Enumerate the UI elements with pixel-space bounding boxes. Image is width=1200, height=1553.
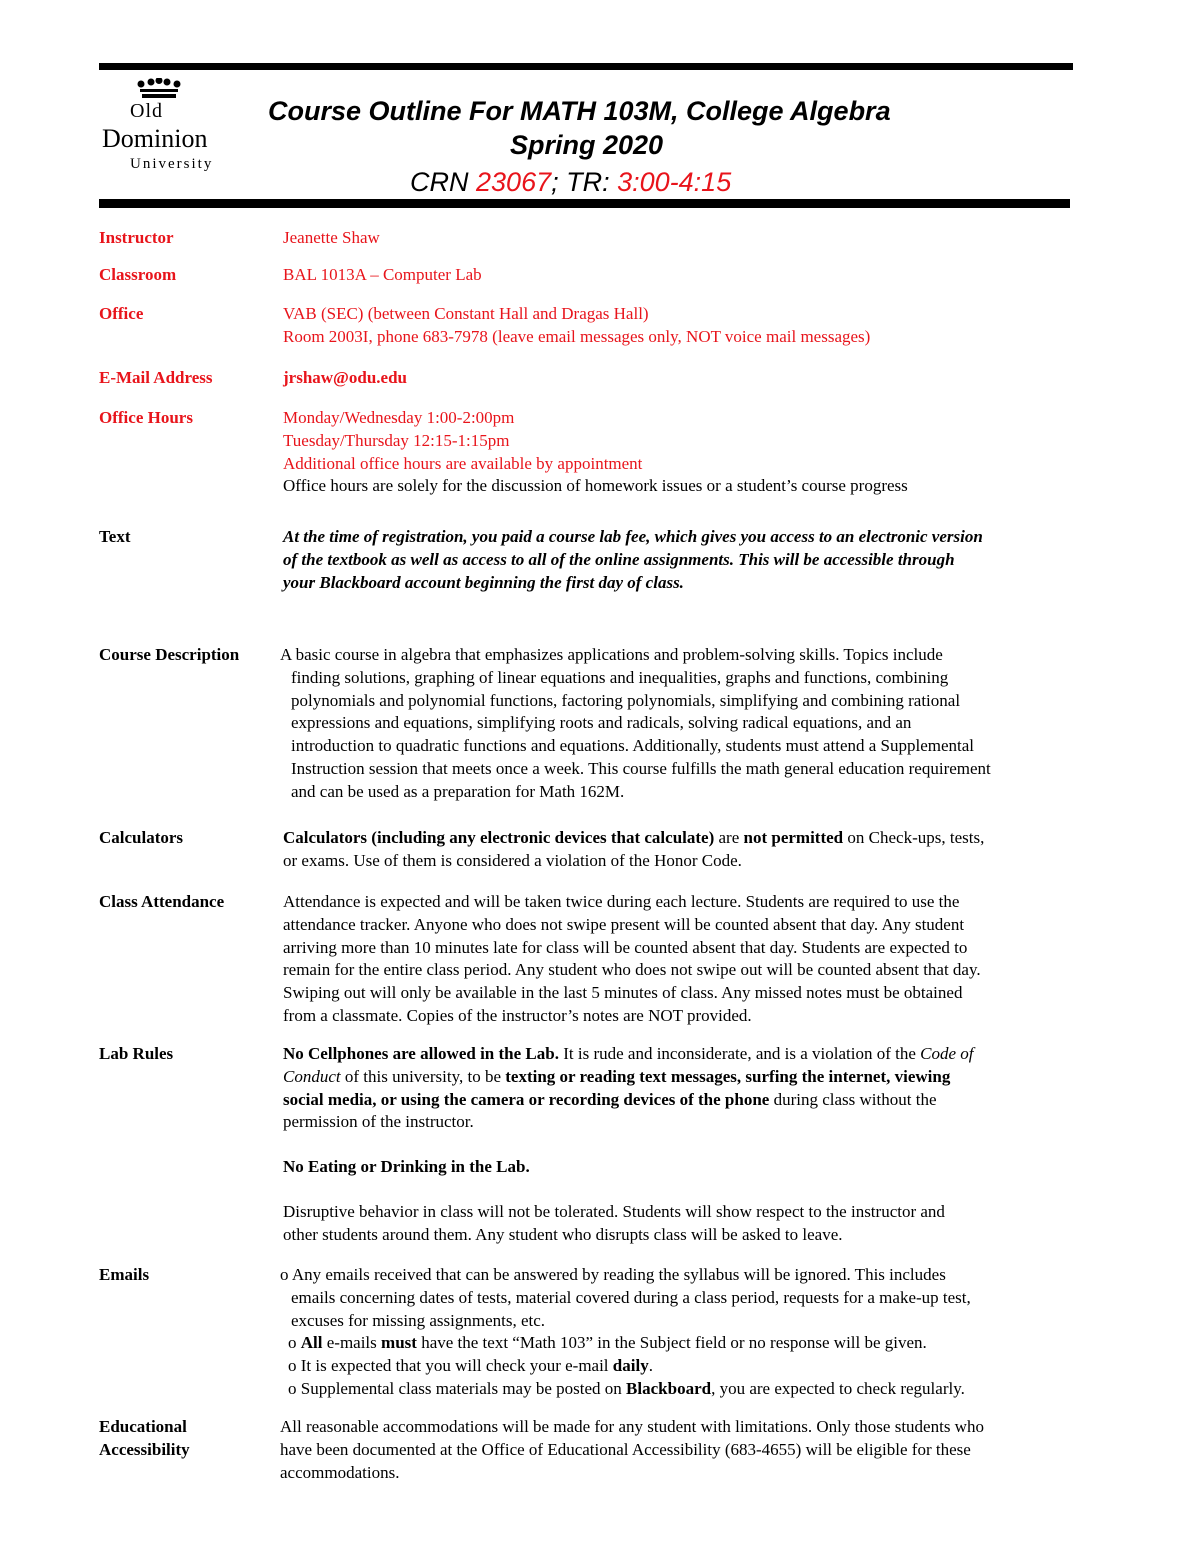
accessibility-label-line: Accessibility bbox=[99, 1439, 190, 1459]
attendance-line: remain for the entire class period. Any student who does not swipe out will be counted absent that day. bbox=[283, 960, 981, 980]
email-rule bbox=[280, 1378, 1100, 1401]
bullet-icon: o bbox=[288, 1356, 297, 1376]
time-value: 3:00-4:15 bbox=[617, 167, 732, 197]
calculators-text: on Check-ups, tests, bbox=[843, 828, 985, 847]
office-line: Room 2003I, phone 683-7978 (leave email messages only, NOT voice mail messages) bbox=[283, 326, 871, 346]
hours-line: Monday/Wednesday 1:00-2:00pm bbox=[283, 408, 515, 427]
classroom-label: Classroom bbox=[99, 265, 177, 284]
description-line: finding solutions, graphing of linear equations and inequalities, graphs and functions, combining bbox=[291, 667, 949, 687]
crn-line bbox=[410, 167, 1150, 198]
hours-line: Office hours are solely for the discussion of homework issues or a student’s course progress bbox=[283, 476, 908, 496]
email-rule-line: excuses for missing assignments, etc. bbox=[291, 1310, 546, 1330]
email-rule-text: . bbox=[648, 1356, 653, 1376]
bullet-icon: o bbox=[288, 1378, 297, 1398]
email-rule bbox=[280, 1355, 1100, 1378]
lab-rules-value bbox=[283, 1043, 1103, 1247]
email-rule-text: have the text “Math 103” in the Subject field or no response will be given. bbox=[416, 1333, 927, 1353]
email-rule-bold: All bbox=[300, 1333, 323, 1353]
lab-rules-line: permission of the instructor. bbox=[283, 1112, 474, 1132]
calculators-value bbox=[283, 827, 1103, 873]
office-hours-label: Office Hours bbox=[99, 408, 193, 427]
email-rule-line: emails concerning dates of tests, material covered during a class period, requests for a make-up test, bbox=[291, 1287, 971, 1307]
office-line: VAB (SEC) (between Constant Hall and Dragas Hall) bbox=[283, 304, 649, 323]
email-rule-bold: daily bbox=[612, 1356, 649, 1376]
lab-rules-line: Disruptive behavior in class will not be tolerated. Students will show respect to the instructor and bbox=[283, 1201, 945, 1221]
instructor-label: Instructor bbox=[99, 228, 174, 247]
email-label: E-Mail Address bbox=[99, 368, 213, 387]
code-of-conduct: Code of bbox=[920, 1044, 974, 1063]
term-title: Spring 2020 bbox=[510, 130, 664, 160]
accessibility-line: accommodations. bbox=[280, 1462, 400, 1482]
accessibility-line: All reasonable accommodations will be made for any student with limitations. Only those students who bbox=[280, 1417, 984, 1436]
attendance-label: Class Attendance bbox=[99, 892, 225, 911]
emails-value bbox=[280, 1264, 1100, 1401]
text-line: of the textbook as well as access to all of the online assignments. This will be accessible through bbox=[283, 549, 955, 569]
accessibility-label bbox=[99, 1416, 279, 1462]
lab-rules-label: Lab Rules bbox=[99, 1044, 174, 1063]
emails-label: Emails bbox=[99, 1265, 150, 1284]
text-value bbox=[283, 526, 1103, 594]
email-link[interactable]: jrshaw@odu.edu bbox=[283, 368, 407, 387]
instructor-value: Jeanette Shaw bbox=[283, 228, 380, 247]
logo-old: Old bbox=[130, 100, 163, 122]
calculators-line bbox=[283, 827, 1103, 850]
email-rule bbox=[280, 1332, 1100, 1355]
email-rule-text: e-mails bbox=[322, 1333, 382, 1353]
lab-rules-text: of this university, to be bbox=[340, 1066, 506, 1086]
time-label: ; TR: bbox=[551, 167, 610, 197]
calculators-label: Calculators bbox=[99, 828, 184, 847]
calculators-bold: Calculators (including any electronic devices that calculate) bbox=[283, 828, 715, 847]
office-label: Office bbox=[99, 304, 144, 323]
no-cellphones: No Cellphones are allowed in the Lab. bbox=[283, 1044, 559, 1063]
hours-line: Additional office hours are available by appointment bbox=[283, 453, 643, 473]
description-line: Instruction session that meets once a week. This course fulfills the math general education requirement bbox=[291, 758, 991, 778]
no-eating: No Eating or Drinking in the Lab. bbox=[283, 1157, 530, 1177]
lab-rules-line bbox=[283, 1089, 1103, 1112]
accessibility-value bbox=[280, 1416, 1100, 1484]
lab-rules-text: It is rude and inconsiderate, and is a violation of the bbox=[558, 1044, 921, 1063]
email-rule-bold: Blackboard bbox=[626, 1378, 712, 1398]
calculators-text: are bbox=[714, 828, 744, 847]
email-rule-text: It is expected that you will check your e-mail bbox=[300, 1356, 613, 1376]
text-line: your Blackboard account beginning the first day of class. bbox=[283, 572, 684, 592]
lab-rules-line: other students around them. Any student who disrupts class will be asked to leave. bbox=[283, 1224, 843, 1244]
description-line: polynomials and polynomial functions, factoring polynomials, simplifying and combining rational bbox=[291, 690, 961, 710]
classroom-value: BAL 1013A – Computer Lab bbox=[283, 265, 482, 284]
text-label: Text bbox=[99, 527, 131, 546]
header-top-rule bbox=[99, 63, 1073, 70]
code-of-conduct: Conduct bbox=[283, 1066, 341, 1086]
description-line: introduction to quadratic functions and equations. Additionally, students must attend a Supplemental bbox=[291, 736, 975, 756]
crn-value: 23067 bbox=[476, 167, 552, 197]
email-rule-text: , you are expected to check regularly. bbox=[711, 1378, 965, 1398]
description-line: A basic course in algebra that emphasizes applications and problem-solving skills. Topics include bbox=[280, 645, 943, 664]
lab-rules-bold: texting or reading text messages, surfing the internet, viewing bbox=[505, 1066, 951, 1086]
email-rule-text: Supplemental class materials may be posted on bbox=[300, 1378, 627, 1398]
page-title: Course Outline For MATH 103M, College Algebra bbox=[268, 96, 891, 126]
office-value bbox=[283, 303, 1103, 349]
text-line: At the time of registration, you paid a course lab fee, which gives you access to an electronic version bbox=[283, 527, 983, 546]
calculators-line: or exams. Use of them is considered a violation of the Honor Code. bbox=[283, 850, 742, 870]
email-rule-text: Any emails received that can be answered by reading the syllabus will be ignored. This includes bbox=[291, 1265, 946, 1284]
description-label: Course Description bbox=[99, 645, 240, 664]
logo-dominion: Dominion bbox=[102, 124, 208, 153]
accessibility-line: have been documented at the Office of Educational Accessibility (683-4655) will be eligible for these bbox=[280, 1439, 971, 1459]
office-hours-value bbox=[283, 407, 1103, 498]
attendance-line: Swiping out will only be available in the last 5 minutes of class. Any missed notes must be obtained bbox=[283, 983, 963, 1003]
email-rule bbox=[280, 1264, 1100, 1287]
bullet-icon: o bbox=[280, 1265, 289, 1284]
bullet-icon: o bbox=[288, 1333, 297, 1353]
attendance-value bbox=[283, 891, 1103, 1028]
attendance-line: attendance tracker. Anyone who does not swipe present will be counted absent that day. Any student bbox=[283, 914, 965, 934]
attendance-line: from a classmate. Copies of the instructor’s notes are NOT provided. bbox=[283, 1005, 752, 1025]
description-line: expressions and equations, simplifying roots and radicals, solving radical equations, and an bbox=[291, 713, 912, 733]
accessibility-label-line: Educational bbox=[99, 1417, 187, 1436]
attendance-line: Attendance is expected and will be taken twice during each lecture. Students are required to use the bbox=[283, 892, 960, 911]
not-permitted: not permitted bbox=[743, 828, 844, 847]
description-value bbox=[280, 644, 1100, 804]
description-line: and can be used as a preparation for Math 162M. bbox=[291, 781, 625, 801]
email-rule-bold: must bbox=[381, 1333, 417, 1353]
attendance-line: arriving more than 10 minutes late for class will be counted absent that day. Students are expected to bbox=[283, 937, 968, 957]
crown-icon bbox=[134, 78, 184, 100]
header-bottom-rule bbox=[99, 199, 1070, 208]
hours-line: Tuesday/Thursday 12:15-1:15pm bbox=[283, 430, 510, 450]
lab-rules-line bbox=[283, 1066, 1103, 1089]
lab-rules-text: during class without the bbox=[769, 1089, 937, 1109]
university-logo bbox=[100, 78, 260, 178]
lab-rules-bold: social media, or using the camera or recording devices of the phone bbox=[283, 1089, 770, 1109]
logo-university: University bbox=[130, 156, 214, 172]
lab-rules-line bbox=[283, 1043, 1103, 1066]
crn-label: CRN bbox=[410, 167, 469, 197]
